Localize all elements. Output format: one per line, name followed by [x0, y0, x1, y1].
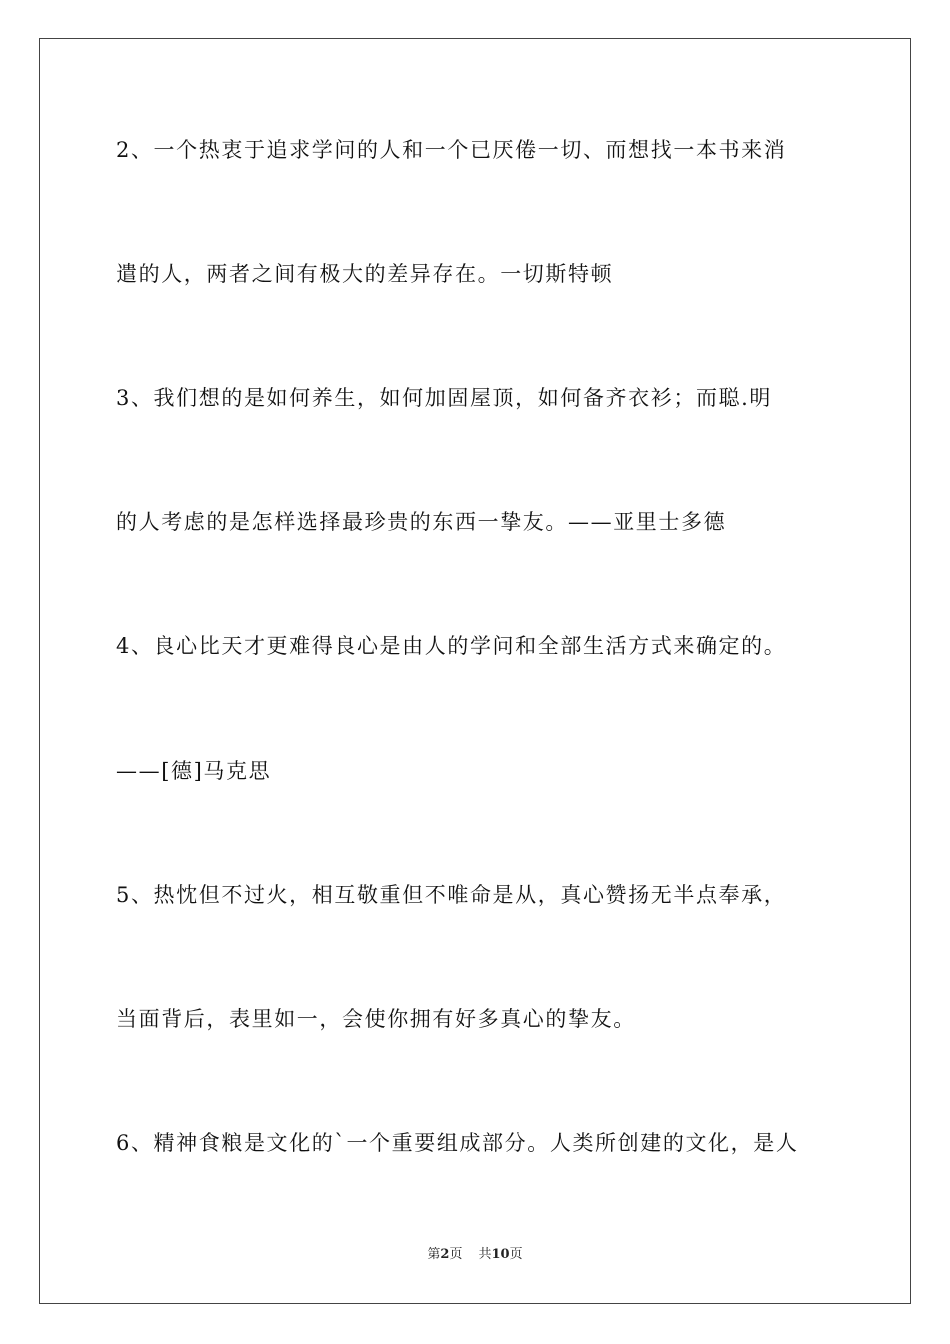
body-text-line-5: 4、良心比天才更难得良心是由人的学问和全部生活方式来确定的。	[116, 634, 787, 658]
body-text-line-6: ——[德]马克思	[116, 759, 272, 783]
total-suffix: 页	[509, 1247, 523, 1262]
body-text-line-2: 遣的人，两者之间有极大的差异存在。一切斯特顿	[116, 262, 614, 286]
body-text-line-3: 3、我们想的是如何养生，如何加固屋顶，如何备齐衣衫；而聪.明	[116, 386, 773, 410]
body-text-line-8: 当面背后，表里如一，会使你拥有好多真心的挚友。	[116, 1007, 636, 1031]
total-prefix: 共	[478, 1247, 492, 1262]
body-text-line-1: 2、一个热衷于追求学问的人和一个已厌倦一切、而想找一本书来消	[116, 138, 787, 162]
body-text-line-4: 的人考虑的是怎样选择最珍贵的东西一挚友。——亚里士多德	[116, 510, 727, 534]
body-text-line-9: 6、精神食粮是文化的`一个重要组成部分。人类所创建的文化，是人	[116, 1131, 799, 1155]
page-prefix: 第	[427, 1247, 441, 1262]
page-suffix: 页	[449, 1247, 463, 1262]
page-border	[39, 38, 911, 1304]
page-total-number: 10	[491, 1247, 510, 1262]
page-current-number: 2	[440, 1247, 450, 1262]
page-footer	[0, 1246, 950, 1264]
body-text-line-7: 5、热忱但不过火，相互敬重但不唯命是从，真心赞扬无半点奉承，	[116, 883, 787, 907]
